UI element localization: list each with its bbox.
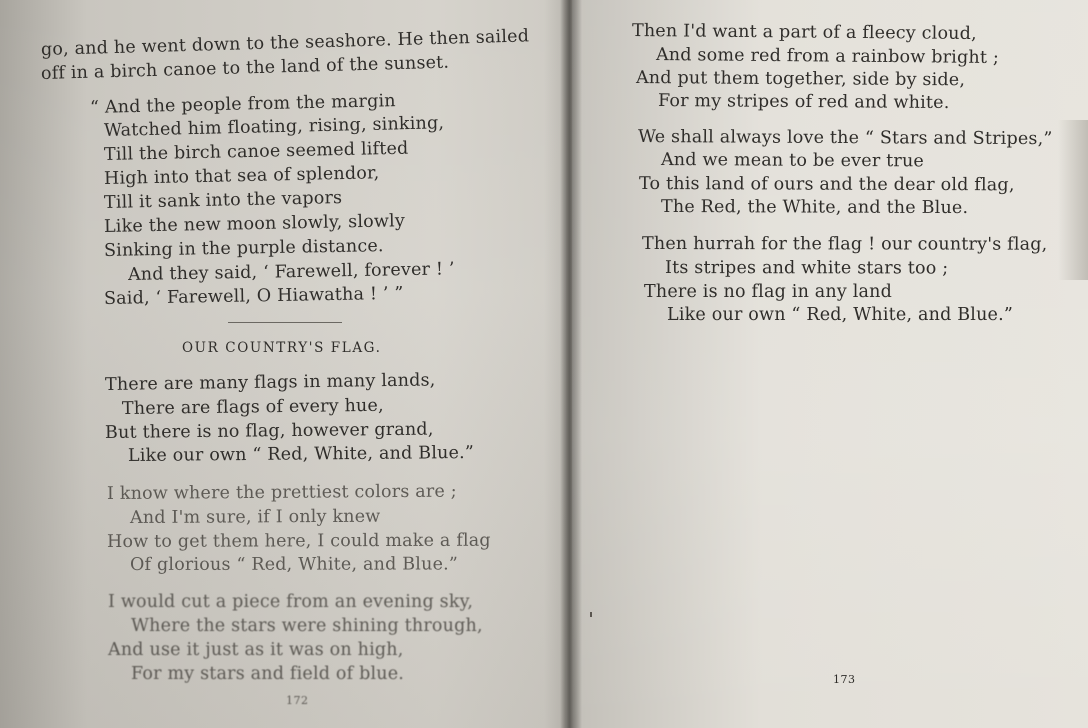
stanza1-line-2: There are flags of every hue, xyxy=(121,395,384,419)
stanza3-line-2: Where the stars were shining through, xyxy=(131,616,483,636)
page-number-left: 172 xyxy=(286,694,309,707)
stanza6-line-2: Its stripes and white stars too ; xyxy=(664,258,949,279)
prose-line-1: go, and he went down to the seashore. He then sailed xyxy=(40,26,530,60)
quote-line-1: “ And the people from the margin xyxy=(89,91,396,118)
stanza1-line-1: There are many flags in many lands, xyxy=(104,370,436,395)
stanza3-line-3: And use it just as it was on high, xyxy=(108,640,404,660)
stanza5-line-1: We shall always love the “ Stars and Stripes,” xyxy=(637,127,1053,150)
stanza4-line-1: Then I'd want a part of a fleecy cloud, xyxy=(631,21,977,45)
stanza2-line-3: How to get them here, I could make a flag xyxy=(106,530,491,552)
stanza2-line-4: Of glorious “ Red, White, and Blue.” xyxy=(129,554,459,575)
quote-line-2: Watched him floating, rising, sinking, xyxy=(103,113,445,141)
prose-line-2: off in a birch canoe to the land of the sunset. xyxy=(40,52,450,84)
stanza4-line-4: For my stripes of red and white. xyxy=(657,91,950,114)
stanza4-line-3: And put them together, side by side, xyxy=(635,68,966,91)
quote-line-3: Till the birch canoe seemed lifted xyxy=(103,138,409,165)
stanza4-line-2: And some red from a rainbow bright ; xyxy=(655,45,1000,68)
stanza1-line-3: But there is no flag, however grand, xyxy=(104,419,434,443)
stanza5-line-3: To this land of ours and the dear old flag, xyxy=(638,174,1015,196)
page-number-right: 173 xyxy=(833,673,856,686)
ink-speck xyxy=(590,612,592,617)
stanza1-line-4: Like our own “ Red, White, and Blue.” xyxy=(127,442,475,466)
quote-line-4: High into that sea of splendor, xyxy=(103,163,380,189)
stanza2-line-1: I know where the prettiest colors are ; xyxy=(106,481,457,504)
quote-line-6: Like the new moon slowly, slowly xyxy=(103,211,406,237)
poem-title: OUR COUNTRY'S FLAG. xyxy=(182,340,382,356)
stanza3-line-1: I would cut a piece from an evening sky, xyxy=(108,592,474,612)
quote-line-5: Till it sank into the vapors xyxy=(103,188,343,213)
quote-line-9: Said, ‘ Farewell, O Hiawatha ! ’ ” xyxy=(103,283,404,309)
quote-line-8: And they said, ‘ Farewell, forever ! ’ xyxy=(127,259,455,285)
quote-line-7: Sinking in the purple distance. xyxy=(103,236,384,261)
right-page xyxy=(572,0,1088,728)
stanza6-line-3: There is no flag in any land xyxy=(644,282,893,302)
stanza3-line-4: For my stars and field of blue. xyxy=(131,664,405,684)
stanza5-line-4: The Red, the White, and the Blue. xyxy=(660,197,969,219)
section-rule xyxy=(228,322,342,323)
stanza5-line-2: And we mean to be ever true xyxy=(660,150,925,172)
stanza6-line-1: Then hurrah for the flag ! our country's flag, xyxy=(641,234,1048,255)
stanza6-line-4: Like our own “ Red, White, and Blue.” xyxy=(667,305,1014,325)
stanza2-line-2: And I'm sure, if I only knew xyxy=(129,506,381,528)
